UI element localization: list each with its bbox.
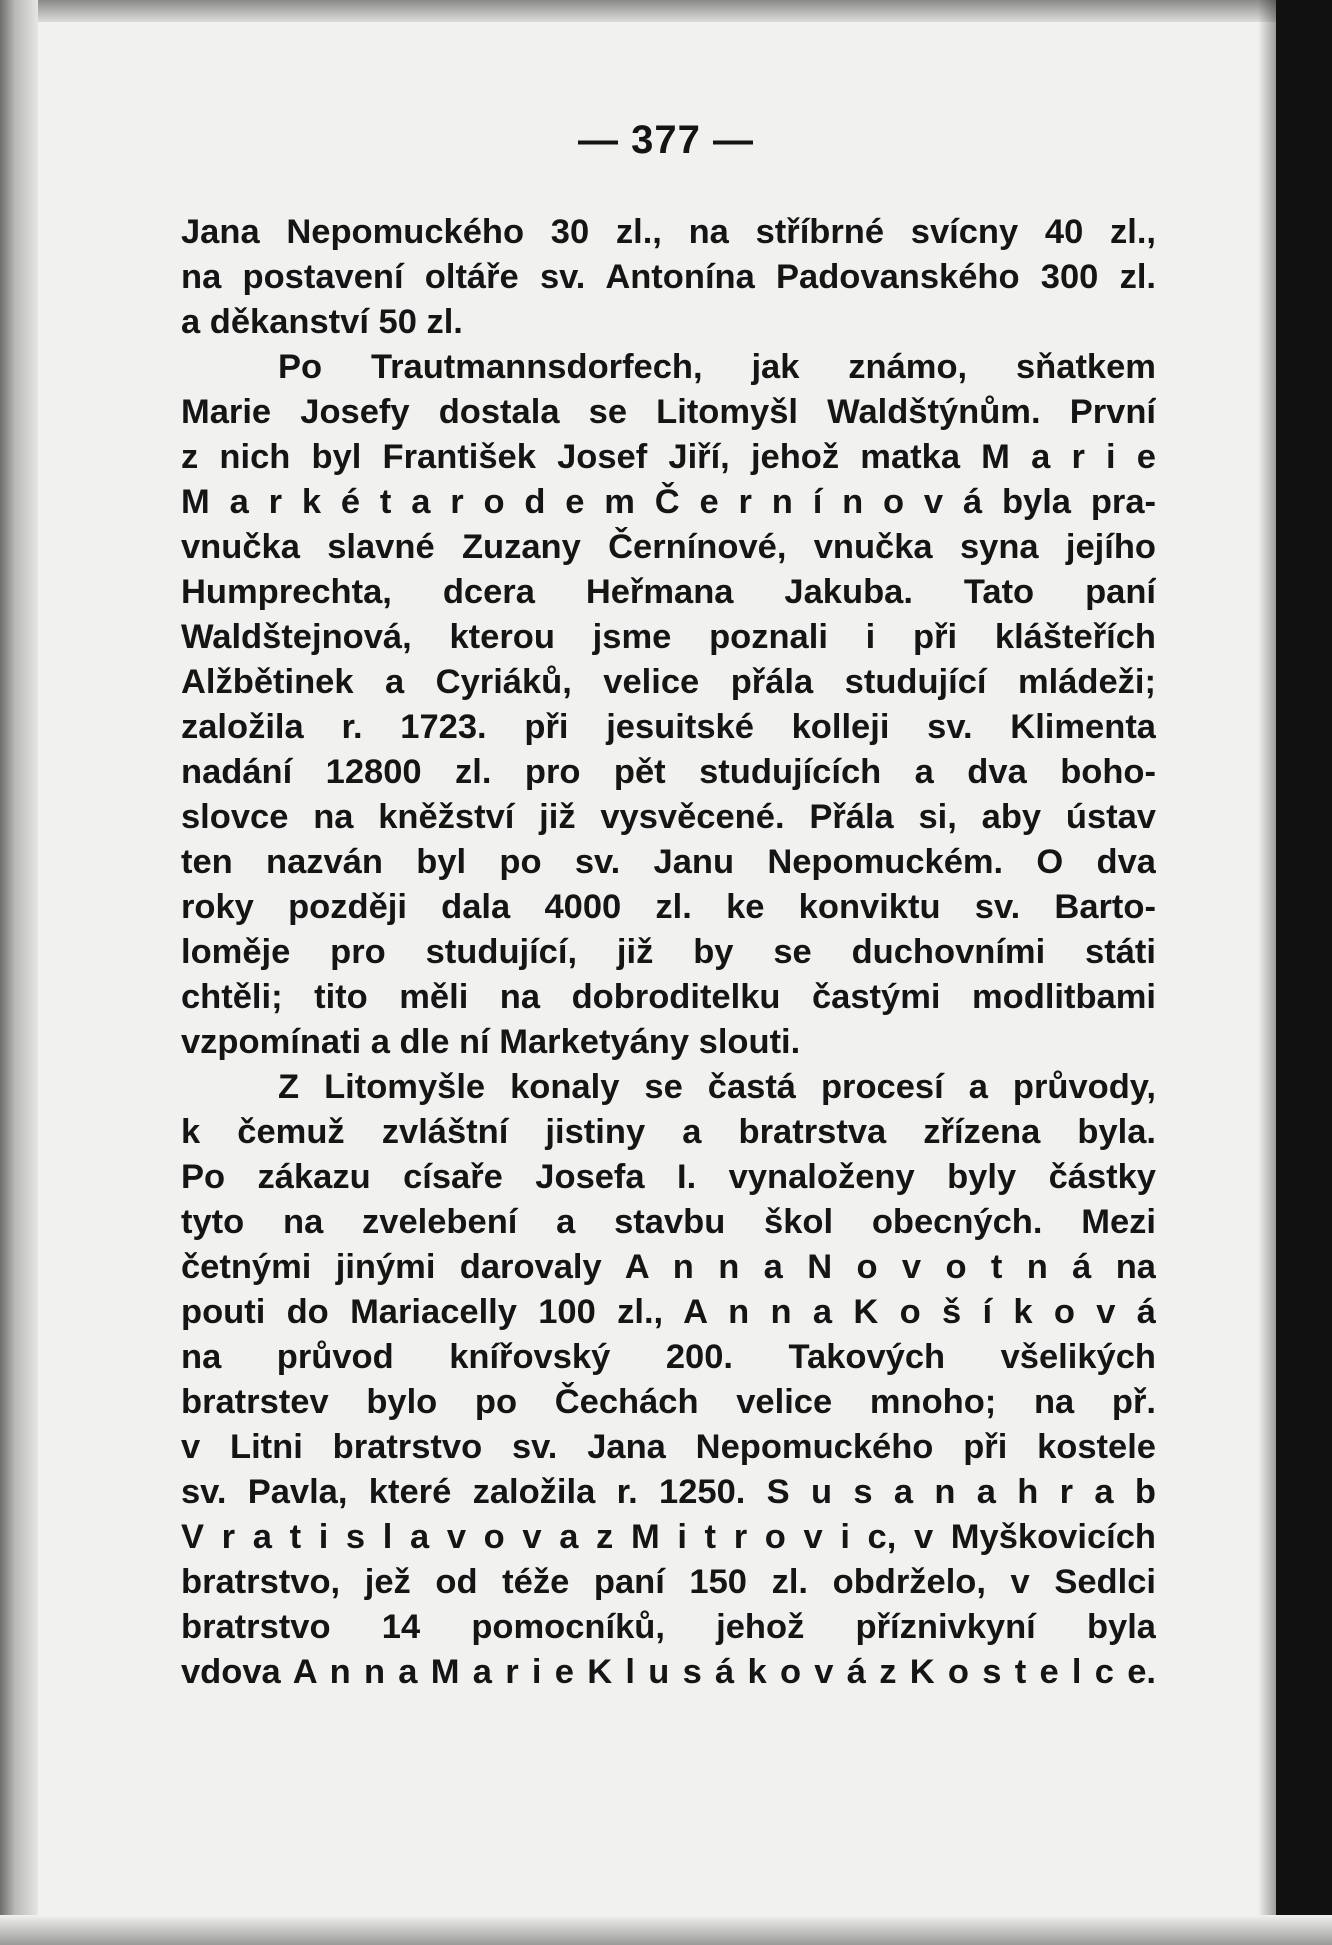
text-line: Po zákazu císaře Josefa I. vynaloženy byly částky — [181, 1158, 1156, 1196]
page-top-edge — [0, 0, 1332, 22]
text-line: vzpomínati a dle ní Marketyány slouti. — [181, 1023, 801, 1061]
text-line: V r a t i s l a v o v a z M i t r o v i c, v Myškovicích — [181, 1518, 1156, 1556]
text-line: pouti do Mariacelly 100 zl., A n n a K o š í k o v á — [181, 1293, 1156, 1331]
text-line: Humprechta, dcera Heřmana Jakuba. Tato paní — [181, 573, 1156, 611]
body-text — [181, 210, 1156, 1695]
page-left-edge — [0, 0, 38, 1945]
text-line: četnými jinými darovaly A n n a N o v o t n á na — [181, 1248, 1156, 1286]
text-line: na průvod knířovský 200. Takových všelikých — [181, 1338, 1156, 1376]
text-line: Z Litomyšle konaly se častá procesí a průvody, — [278, 1068, 1156, 1106]
text-line: Waldštejnová, kterou jsme poznali i při klášteřích — [181, 618, 1156, 656]
page-gutter-shadow — [1258, 0, 1276, 1945]
page-bottom-edge — [0, 1915, 1332, 1945]
text-line: a děkanství 50 zl. — [181, 303, 463, 341]
text-line: bratrstev bylo po Čechách velice mnoho; na př. — [181, 1383, 1156, 1421]
text-line: M a r k é t a r o d e m Č e r n í n o v á byla pra- — [181, 483, 1156, 521]
text-line: Jana Nepomuckého 30 zl., na stříbrné svícny 40 zl., — [181, 213, 1156, 251]
text-line: na postavení oltáře sv. Antonína Padovanského 300 zl. — [181, 258, 1156, 296]
text-line: založila r. 1723. při jesuitské kolleji sv. Klimenta — [181, 708, 1156, 746]
text-line: v Litni bratrstvo sv. Jana Nepomuckého při kostele — [181, 1428, 1156, 1466]
text-line: roky později dala 4000 zl. ke konviktu sv. Barto- — [181, 888, 1156, 926]
text-line: chtěli; tito měli na dobroditelku častými modlitbami — [181, 978, 1156, 1016]
text-line: bratrstvo, jež od téže paní 150 zl. obdrželo, v Sedlci — [181, 1563, 1156, 1601]
text-line: vnučka slavné Zuzany Černínové, vnučka syna jejího — [181, 528, 1156, 566]
text-line: loměje pro studující, již by se duchovními státi — [181, 933, 1156, 971]
page-right-edge — [1276, 0, 1332, 1945]
text-line: Alžbětinek a Cyriáků, velice přála studující mládeži; — [181, 663, 1156, 701]
page-number: — 377 — — [578, 118, 754, 162]
text-line: vdova A n n a M a r i e K l u s á k o v á z K o s t e l c e. — [181, 1653, 1156, 1691]
text-line: sv. Pavla, které založila r. 1250. S u s a n a h r a b — [181, 1473, 1156, 1511]
text-line: Po Trautmannsdorfech, jak známo, sňatkem — [278, 348, 1156, 386]
text-line: slovce na kněžství již vysvěcené. Přála si, aby ústav — [181, 798, 1156, 836]
text-line: tyto na zvelebení a stavbu škol obecných. Mezi — [181, 1203, 1156, 1241]
text-line: Marie Josefy dostala se Litomyšl Waldštýnům. První — [181, 393, 1156, 431]
text-line: nadání 12800 zl. pro pět studujících a dva boho- — [181, 753, 1156, 791]
text-line: k čemuž zvláštní jistiny a bratrstva zřízena byla. — [181, 1113, 1156, 1151]
text-line: bratrstvo 14 pomocníků, jehož příznivkyní byla — [181, 1608, 1156, 1646]
text-line: z nich byl František Josef Jiří, jehož matka M a r i e — [181, 438, 1156, 476]
text-line: ten nazván byl po sv. Janu Nepomuckém. O dva — [181, 843, 1156, 881]
